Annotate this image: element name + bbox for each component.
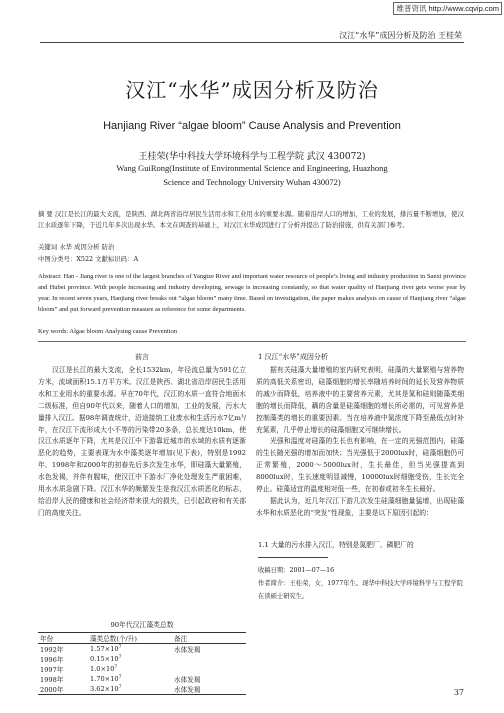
table-cell-remark	[172, 654, 246, 664]
table-row	[38, 674, 246, 684]
table-cell-count: $1.70\times 10^7$	[90, 674, 122, 684]
page-number: 37	[453, 688, 464, 697]
section-heading-preface: 前言	[135, 353, 149, 361]
running-header: 汉江“水华”成因分析及防治 王桂荣	[339, 31, 462, 40]
table-cell-count: $0.15\times 10^7$	[90, 654, 122, 664]
author-chinese: 王桂荣(华中科技大学环境科学与工程学院 武汉 430072)	[138, 152, 366, 162]
footnote-author: 作者简介：王桂荣，女，1977年生。现华中科技大学环境科学与工程学院在读硕士研究生。	[258, 580, 463, 600]
abstract-english: Abstract: Han - Jiang river is one of the largest branches of Yangtze River and important water resource of people’s living and industry production in Sanxi province and Hubei province. With people increasing and industry developing, sewage is increasing constantly, so that water quality of Hanjiang river gets worse year by year. In recent seven years, Hanjiang river breaks out “algae bloom” many time. Based on investigation, the paper makes analysis on cause of Hanjiang river “algae bloom” and put forward prevention measure as reference for some departments.	[38, 273, 466, 313]
algae-table	[38, 632, 246, 695]
title-english: Hanjiang River “algae bloom” Cause Analysis and Prevention	[103, 120, 401, 132]
author-english-line2: Science and Technology University Wuhan 430072)	[163, 177, 341, 187]
author-english-line1: Wang GuiRong(Institute of Environmental Science and Engineering, Huazhong	[116, 163, 388, 173]
abstract-chinese: 摘 要 汉江是长江的最大支流，是陕西、湖北两省沿岸居民生活用水和工业用水的重要水源。随着沿岸人口的增加，工业的发展，排污量不断增加，使汉江水质逐年下降，于近几年多次出现水华。本文在调查的基础上，对汉江水华成因进行了分析并提出了防治措施，供有关部门参考。	[38, 210, 464, 229]
table-cell-count: $1.0\times 10^7$	[90, 664, 118, 674]
abstract-separator	[38, 341, 466, 342]
classification-chinese: 中图分类号：X522 文献标识码：A	[38, 255, 139, 263]
footnote-received: 收稿日期：2001—07—16	[258, 567, 335, 574]
table-cell-count: $3.62\times 10^7$	[88, 684, 172, 695]
table-cell-remark: 水体发褐	[172, 684, 246, 695]
section1-paragraph-3: 据此认为，近几年汉江下游几次发生硅藻细胞量猛增，出现硅藻水华和水质恶化的“突发”性现象，主要是以下原因引起的：	[256, 496, 464, 517]
header-rule	[40, 42, 464, 43]
table-row	[38, 644, 246, 655]
table-cell-year: 1998年	[40, 676, 64, 684]
table-title: 90年代汉江藻类总数	[110, 621, 174, 629]
table-header-remark: 备注	[172, 633, 246, 644]
keywords-chinese: 关键词 水华 成因分析 防治	[38, 243, 115, 251]
table-row	[38, 664, 246, 674]
table-header-year: 年份	[38, 633, 88, 644]
keywords-english: Key words: Algae bloom Analysing cause Prevention	[38, 328, 178, 335]
title-chinese: 汉江“水华”成因分析及防治	[125, 78, 379, 102]
left-column	[38, 365, 246, 520]
preface-paragraph: 汉江是长江的最大支流，全长1532km，年径流总量为591亿立方米，流域面积15.1万平方米。汉江是陕西、湖北省沿岸居民生活用水和工业用水的重要水源。早在70年代，汉江的水质一直符合地面水二级标准，但自90年代以来，随着人口的增加，工业的发展，污水大量排入汉江。据98年调查统计，沿途接纳工业废水和生活污水7亿m³/年，在汉江下流形成大小不等的污染带20多条，总长度达10km，使汉江水质逐年下降，尤其是汉江中下游靠近城市的水域的水质有逐渐恶化的趋势，主要表现为水中藻类逐年增加(见下表)，特别是1992年、1998年和2000年的初春先后多次发生水华，即硅藻大量繁殖，水色发褐，并伴有腥味，使汉江中下游水厂净化处理发生严重困难，用水水质急剧下降。汉江水华的频繁发生是我汉江水质恶化的标志，给沿岸人民的健康和社会经济带来很大的损失，已引起政府和有关部门的高度关注。	[38, 366, 246, 517]
table-cell-remark: 水体发褐	[174, 646, 201, 654]
section-heading-1: 1 汉江“水华”成因分析	[258, 353, 328, 361]
footnote	[258, 564, 464, 603]
watermark-badge: 维普资讯 http://www.cqvip.com	[393, 2, 502, 15]
table-header-count: 藻类总数(个/升)	[88, 633, 172, 644]
table-cell-remark	[172, 664, 246, 674]
subsection-1-1: 1.1 大量的污水排入汉江，特别是氮肥厂、磷肥厂的	[258, 541, 414, 549]
section1-paragraph-1: 据有关硅藻大量增殖的室内研究表明，硅藻的大量繁殖与营养物质的高低关系密切，硅藻细胞的增长率随培养时间的延长及营养物质的减少而降低，培养液中的主要营养元素，尤其是氮和硅则随藻类细胞的增长而降低，藕的含量是硅藻细胞的增长所必需的，可见营养是控制藻类的增长的重要因素。当在培养液中氮浓度下降至最低点时补充氮素，几乎停止增长的硅藻细胞又可继续增长。	[256, 366, 464, 434]
section1-paragraph-2: 光强和温度对硅藻的生长也有影响，在一定的光强范围内，硅藻的生长随光强的增加而加快；当光强低于2000lux时，硅藻细胞仍可正常繁殖，2000～5000lux时，生长最佳，但当光强提高到8000lux时，生长速度明显减慢，10000lux时细胞受伤，生长完全停止。硅藻适宜的温度相对低一些，在初春或初冬生长最好。	[256, 437, 464, 494]
table-cell-count: $1.57\times 10^7$	[90, 644, 122, 654]
table-row	[38, 684, 246, 695]
table-cell-remark: 水体发褐	[174, 676, 201, 684]
footnote-rule	[258, 557, 328, 558]
right-column	[256, 365, 464, 520]
table-cell-year: 1997年	[40, 666, 64, 674]
table-row	[38, 654, 246, 664]
table-cell-year: 1996年	[40, 656, 64, 664]
table-header-row	[38, 633, 246, 644]
table-cell-year: 2000年	[38, 684, 88, 695]
table-cell-year: 1992年	[40, 646, 64, 654]
